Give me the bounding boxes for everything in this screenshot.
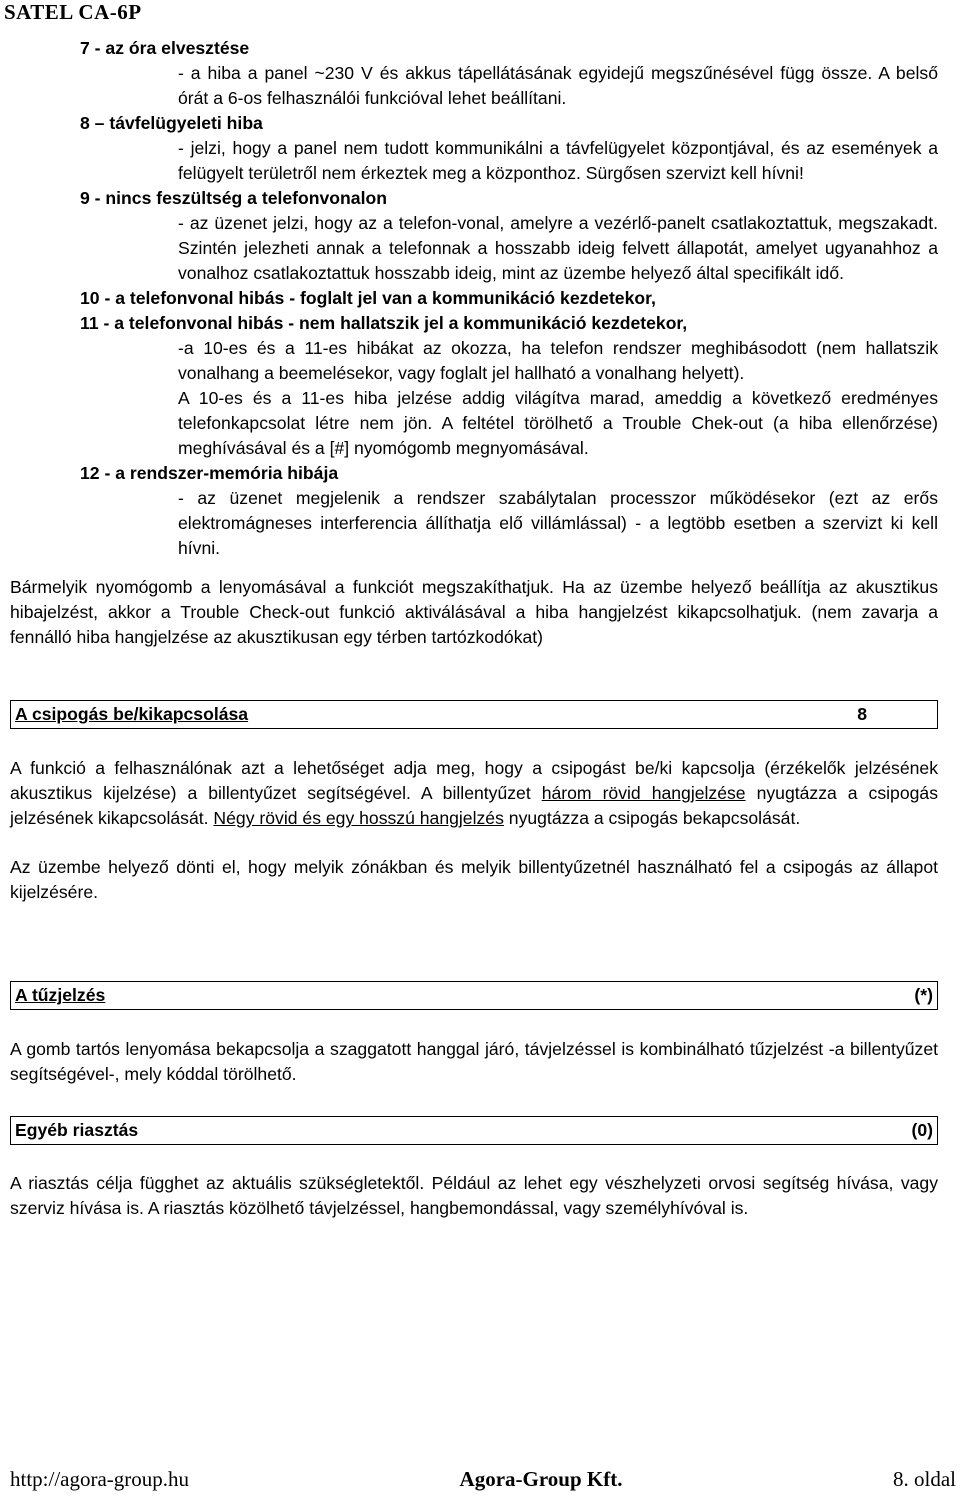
error-item-desc: A 10-es és a 11-es hiba jelzése addig világítva marad, ameddig a következő eredményes telefonkapcsolat létre nem jön. A feltétel törölhető a Trouble Chek-out (a hiba ellenőrzése) meghívásával és a [#] nyomógomb megnyomásával. [178, 388, 938, 458]
chime-paragraph-2: Az üzembe helyező dönti el, hogy melyik zónákban és melyik billentyűzetnél használható fel a csipogás az állapot kijelzésére. [10, 857, 938, 902]
error-item-desc: - jelzi, hogy a panel nem tudott kommunikálni a távfelügyelet központjával, és az események a felügyelt területről nem érkeztek meg a központhoz. Sürgősen szervizt kell hívni! [178, 138, 938, 183]
section-heading-other [10, 1116, 938, 1145]
error-item-title: 8 – távfelügyeleti hiba [80, 113, 263, 133]
error-item-desc: -a 10-es és a 11-es hibákat az okozza, ha telefon rendszer meghibásodott (nem hallatszik vonalhang a beemelésekor, vagy foglalt jel hallható a vonalhang helyett). [178, 338, 938, 383]
section-heading-fire [10, 981, 938, 1010]
error-item-title: 7 - az óra elvesztése [80, 38, 250, 58]
error-item-title: 12 - a rendszer-memória hibája [80, 463, 339, 483]
text-run: A funkció a felhasználónak azt a lehetőséget adja meg, hogy a csipogást be/ki kapcsolja (érzékelők jelzésének akusztikus kijelzése) a billentyűzet segítségével. A billentyűzet [10, 758, 938, 803]
error-item-title: 9 - nincs feszültség a telefonvonalon [80, 188, 387, 208]
section-key: (*) [914, 985, 933, 1005]
underlined-text: Négy rövid és egy hosszú hangjelzés [213, 808, 504, 828]
error-item-9 [10, 186, 938, 286]
footer-page-number: 8. oldal [892, 1467, 956, 1491]
fire-paragraph: A gomb tartós lenyomása bekapcsolja a szaggatott hanggal járó, távjelzéssel is kombinálható tűzjelzést -a billentyűzet segítségével-, mely kóddal törölhető. [10, 1039, 938, 1084]
document-header: SATEL CA-6P [4, 0, 142, 24]
error-item-8 [10, 111, 938, 186]
section-key: 8 [857, 704, 867, 724]
section-title: Egyéb riasztás [15, 1120, 139, 1140]
error-item-desc: - az üzenet megjelenik a rendszer szabálytalan processzor működésekor (ezt az erős elektromágneses interferencia állíthatja elő villámlással) - a legtöbb esetben a szervizt ki kell hívni. [178, 488, 938, 558]
paragraph-any-key: Bármelyik nyomógomb a lenyomásával a funkciót megszakíthatjuk. Ha az üzembe helyező beállítja az akusztikus hibajelzést, akkor a Trouble Check-out funkció aktiválásával a hiba hangjelzést kikapcsolhatjuk. (nem zavarja a fennálló hiba hangjelzése az akusztikusan egy térben tartózkodókat) [10, 577, 938, 647]
footer-url: http://agora-group.hu [10, 1467, 190, 1491]
other-paragraph: A riasztás célja függhet az aktuális szükségletektől. Például az lehet egy vészhelyzeti orvosi segítség hívása, vagy szerviz hívása is. A riasztás közölhető távjelzéssel, hangbemondással, vagy személyhívóval is. [10, 1173, 938, 1218]
error-item-10 [10, 286, 938, 311]
error-item-desc: - az üzenet jelzi, hogy az a telefon-vonal, amelyre a vezérlő-panelt csatlakoztattuk, megszakadt. Szintén jelezheti annak a telefonnak a hosszabb ideig felvett állapotát, amelyet ugyanahhoz a vonalhoz csatlakoztattuk hosszabb ideig, mint az üzembe helyező által specifikált idő. [178, 213, 938, 283]
text-run: nyugtázza a csipogás bekapcsolását. [503, 808, 801, 828]
footer-company: Agora-Group Kft. [459, 1467, 623, 1491]
error-item-title: 10 - a telefonvonal hibás - foglalt jel van a kommunikáció kezdetekor, [80, 288, 656, 308]
section-title: A csipogás be/kikapcsolása [15, 704, 249, 724]
error-item-title: 11 - a telefonvonal hibás - nem hallatszik jel a kommunikáció kezdetekor, [80, 313, 688, 333]
chime-paragraph-1 [10, 756, 938, 831]
error-item-7 [10, 36, 938, 111]
error-item-12 [10, 461, 938, 561]
document-body [10, 36, 938, 1221]
error-item-desc: - a hiba a panel ~230 V és akkus tápellátásának egyidejű megszűnésével függ össze. A belső órát a 6-os felhasználói funkcióval lehet beállítani. [178, 63, 938, 108]
error-item-11 [10, 311, 938, 461]
section-heading-chime [10, 700, 938, 729]
page-footer [10, 1467, 956, 1492]
text-run: nyugtázza a csipogás jelzésének kikapcsolását. [10, 783, 938, 828]
underlined-text: három rövid hangjelzése [541, 783, 746, 803]
section-title: A tűzjelzés [15, 985, 106, 1005]
section-key: (0) [911, 1120, 933, 1140]
